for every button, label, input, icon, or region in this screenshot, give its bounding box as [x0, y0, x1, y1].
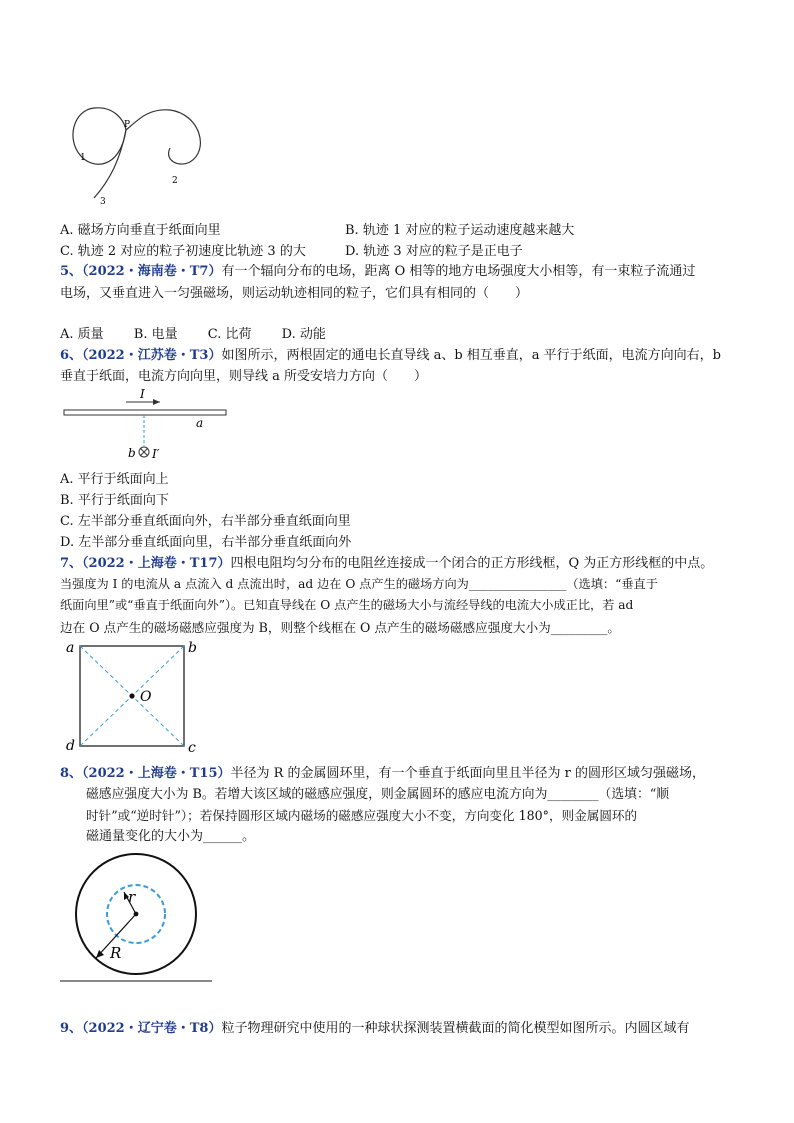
q6-stem-line1 [60, 346, 721, 365]
q8-stem-line3: 时针”或“逆时针”）；若保持圆形区域内磁场的磁感应强度大小不变，方向变化 180°，则金属圆环的 [86, 808, 638, 823]
q6-text-1: 如图所示，两根固定的通电长直导线 a、b 相互垂直，a 平行于纸面，电流方向向右，b [221, 348, 721, 363]
label-1: 1 [80, 153, 86, 163]
q6-option-a: A. 平行于纸面向上 [60, 472, 169, 487]
q4-option-b: B. 轨迹 1 对应的粒子运动速度越来越大 [345, 223, 575, 238]
trajectory-figure [60, 100, 220, 210]
label-center-o: O [140, 689, 152, 705]
label-wire-b: b [128, 446, 136, 460]
wire-a [64, 410, 226, 415]
q8-number: 8、 [60, 766, 83, 781]
q4-option-d: D. 轨迹 3 对应的粒子是正电子 [345, 244, 523, 259]
q5-options: A. 质量 B. 电量 C. 比荷 D. 动能 [60, 327, 326, 342]
trajectory-2 [126, 110, 200, 164]
q7-stem-line4: 边在 O 点产生的磁场磁感应强度为 B，则整个线框在 O 点产生的磁场磁感应强度大小为_________。 [60, 620, 620, 635]
label-wire-a: a [196, 416, 204, 430]
q4-option-c: C. 轨迹 2 对应的粒子初速度比轨迹 3 的大 [60, 244, 306, 259]
q5-source-tag: （2022・海南卷・T7） [82, 264, 222, 279]
q9-number: 9、 [60, 1021, 83, 1036]
square-frame-figure [60, 638, 210, 756]
q6-source-tag: （2022・江苏卷・T3） [82, 348, 222, 363]
label-p: P [124, 120, 131, 130]
label-small-r: r [128, 888, 136, 906]
label-2: 2 [172, 176, 178, 186]
q5-stem-line2: 电场，又垂直进入一匀强磁场，则运动轨迹相同的粒子，它们具有相同的（ ） [60, 286, 529, 301]
label-3: 3 [100, 197, 106, 207]
label-corner-b: b [188, 640, 197, 656]
q4-option-a: A. 磁场方向垂直于纸面向里 [60, 223, 221, 238]
q6-option-d: D. 左半部分垂直纸面向里，右半部分垂直纸面向外 [60, 535, 352, 550]
q5-number: 5、 [60, 264, 83, 279]
label-corner-c: c [188, 740, 196, 756]
q8-stem-line1 [60, 764, 705, 783]
label-corner-d: d [66, 738, 75, 754]
q7-stem-line1 [60, 554, 713, 573]
wires-figure [60, 388, 240, 468]
q8-stem-line4: 磁通量变化的大小为______。 [86, 829, 256, 844]
arrow-head [153, 399, 160, 405]
q7-stem-line3: 纸面向里”或“垂直于纸面向外”）。已知直导线在 O 点产生的磁场大小与流经导线的电流大小成正比，若 ad [60, 598, 634, 612]
q8-stem-line2: 磁感应强度大小为 B。若增大该区域的磁感应强度，则金属圆环的感应电流方向为________（选填：“顺 [86, 787, 670, 802]
q6-option-b: B. 平行于纸面向下 [60, 493, 169, 508]
label-big-r: R [110, 944, 122, 962]
q7-number: 7、 [60, 556, 83, 571]
q5-text-1: 有一个辐向分布的电场，距离 O 相等的地方电场强度大小相等，有一束粒子流通过 [221, 264, 696, 279]
center-point-o [129, 693, 134, 698]
label-i-prime: I′ [152, 447, 160, 461]
q8-source-tag: （2022・上海卷・T15） [82, 766, 231, 781]
q6-stem-line2: 垂直于纸面，电流方向向里，则导线 a 所受安培力方向（ ） [60, 369, 428, 384]
ring-figure [60, 848, 220, 984]
q7-source-tag: （2022・上海卷・T17） [82, 556, 231, 571]
q8-text-1: 半径为 R 的金属圆环里，有一个垂直于纸面向里且半径为 r 的圆形区域匀强磁场， [230, 766, 706, 781]
q9-source-tag: （2022・辽宁卷・T8） [82, 1021, 222, 1036]
q7-stem-line2: 当强度为 I 的电流从 a 点流入 d 点流出时，ad 边在 O 点产生的磁场方向为________________（选填：“垂直于 [60, 577, 658, 591]
q6-number: 6、 [60, 348, 83, 363]
label-corner-a: a [66, 640, 75, 656]
q7-text-1: 四根电阻均匀分布的电阻丝连接成一个闭合的正方形线框，Q 为正方形线框的中点。 [230, 556, 714, 571]
q9-stem-line1 [60, 1019, 689, 1038]
q6-option-c: C. 左半部分垂直纸面向外，右半部分垂直纸面向里 [60, 514, 351, 529]
label-i: I [140, 388, 145, 401]
q5-stem-line1 [60, 262, 695, 281]
q9-text-1: 粒子物理研究中使用的一种球状探测装置横截面的简化模型如图所示。内圆区域有 [221, 1021, 690, 1036]
